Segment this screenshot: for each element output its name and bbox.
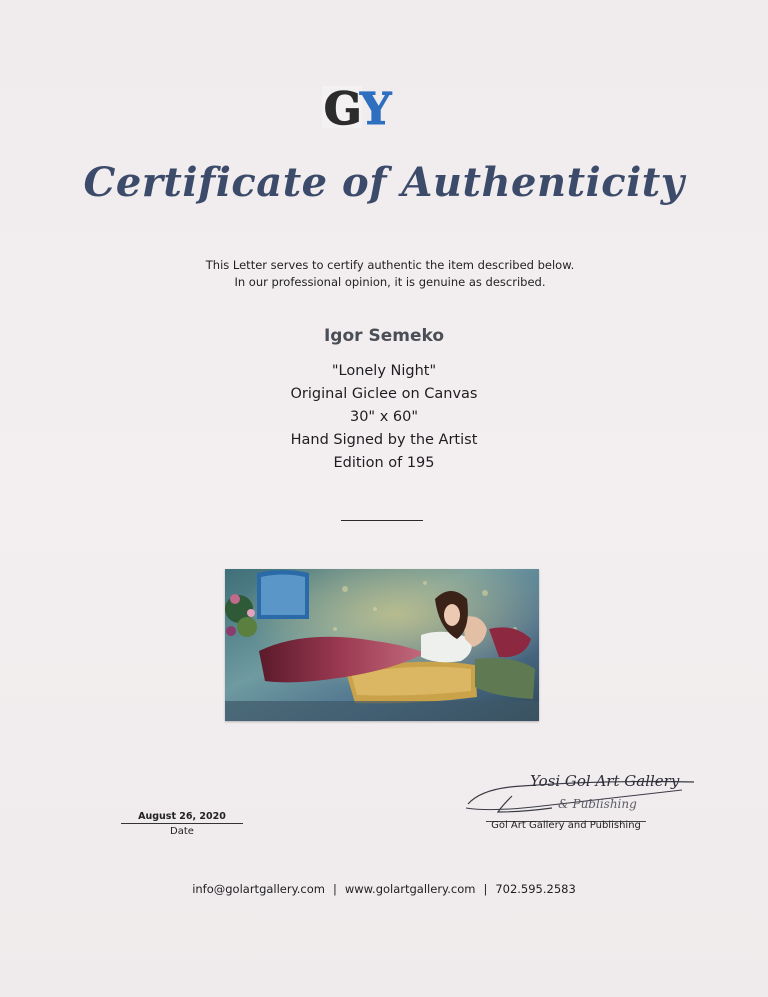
gy-logo: [322, 86, 400, 128]
artwork-image: [225, 569, 539, 721]
certificate-title: [0, 152, 768, 222]
date-line: [121, 823, 243, 824]
artwork-details: [0, 360, 768, 475]
svg-text:G: G: [324, 86, 362, 128]
artwork-title: "Lonely Night": [331, 363, 437, 379]
signature-label: Gol Art Gallery and Publishing: [491, 820, 641, 831]
intro-line-1: This Letter serves to certify authentic the item described below.: [205, 258, 575, 272]
contact-website[interactable]: www.golartgallery.com: [344, 882, 476, 896]
artwork-signed: Hand Signed by the Artist: [290, 432, 478, 448]
artist-name: Igor Semeko: [323, 326, 445, 346]
certificate-title-text: Certificate of Authenticity: [83, 159, 685, 206]
gallery-signature: [462, 768, 698, 824]
date-label: Date: [170, 826, 194, 837]
divider: [341, 520, 423, 521]
contact-email[interactable]: info@golartgallery.com: [192, 882, 325, 896]
date-value: August 26, 2020: [138, 811, 226, 822]
svg-text:Yosi Gol Art Gallery: Yosi Gol Art Gallery: [530, 772, 680, 790]
intro-text: [0, 257, 768, 291]
contact-phone[interactable]: 702.595.2583: [495, 882, 576, 896]
artwork-size: 30" x 60": [349, 409, 419, 425]
svg-text:Y: Y: [360, 86, 392, 128]
contact-info: [0, 882, 768, 896]
contact-separator: |: [483, 882, 488, 896]
intro-line-2: In our professional opinion, it is genuine as described.: [234, 275, 546, 289]
contact-separator: |: [333, 882, 337, 896]
artwork-medium: Original Giclee on Canvas: [290, 386, 478, 402]
artwork-edition: Edition of 195: [333, 455, 435, 471]
svg-text:& Publishing: & Publishing: [558, 797, 637, 811]
